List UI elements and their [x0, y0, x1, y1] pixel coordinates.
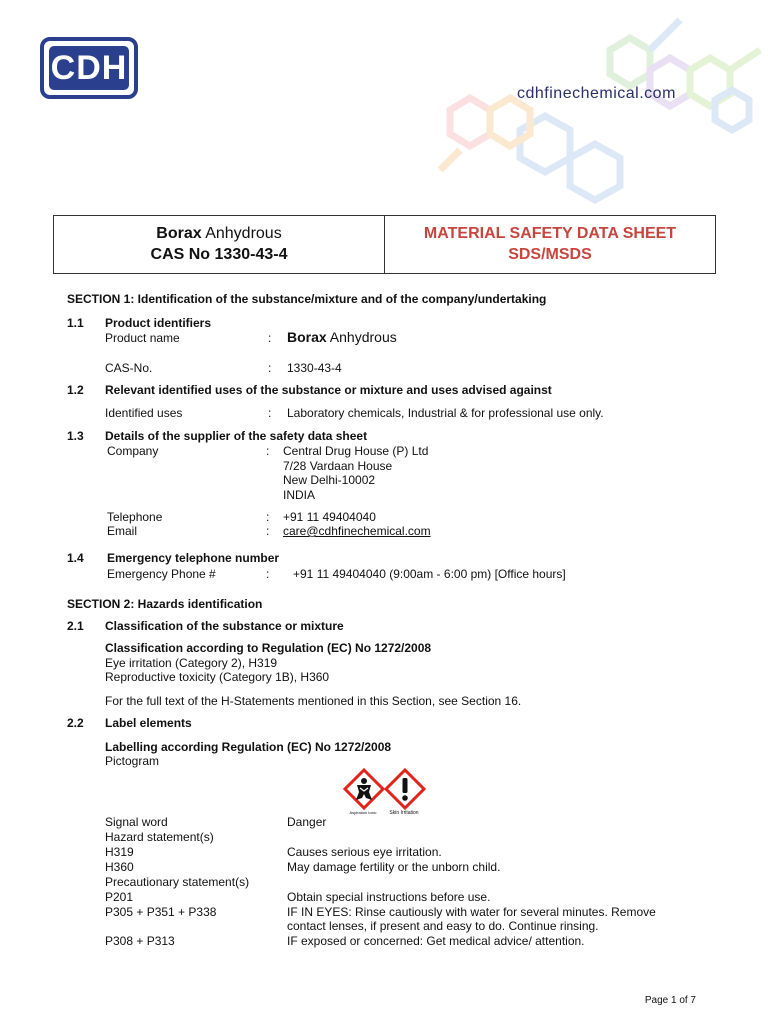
section-1-3-title: Details of the supplier of the safety data sheet — [105, 429, 368, 443]
company-line-4: INDIA — [283, 488, 316, 502]
h-statement-note: For the full text of the H-Statements mentioned in this Section, see Section 16. — [105, 694, 522, 708]
email-link[interactable]: care@cdhfinechemical.com — [283, 524, 431, 538]
p305-text-line-1: IF IN EYES: Rinse cautiously with water for several minutes. Remove — [287, 905, 656, 919]
p201-text: Obtain special instructions before use. — [287, 890, 491, 904]
section-2-1-title: Classification of the substance or mixture — [105, 619, 344, 633]
product-title-rest: Anhydrous — [201, 225, 282, 242]
telephone-value: +91 11 49404040 — [283, 510, 376, 524]
section-2-1-number: 2.1 — [67, 619, 84, 633]
company-line-2: 7/28 Vardaan House — [283, 459, 393, 473]
colon: : — [266, 524, 270, 538]
title-box — [53, 215, 716, 274]
section-1-2-title: Relevant identified uses of the substance or mixture and uses advised against — [105, 383, 552, 397]
signal-word-value: Danger — [287, 815, 327, 829]
cdh-logo — [40, 37, 138, 99]
p308-text: IF exposed or concerned: Get medical advice/ attention. — [287, 934, 585, 948]
product-name-value — [287, 329, 397, 345]
company-label: Company — [107, 444, 159, 458]
section-1-heading: SECTION 1: Identification of the substance/mixture and of the company/undertaking — [67, 292, 547, 306]
colon: : — [268, 331, 272, 345]
colon: : — [266, 444, 270, 458]
emergency-phone-label: Emergency Phone # — [107, 567, 216, 581]
colon: : — [268, 406, 272, 420]
email-label: Email — [107, 524, 138, 538]
section-1-4-number: 1.4 — [67, 551, 84, 565]
p201-code: P201 — [105, 890, 134, 904]
health-hazard-pictogram-icon — [343, 768, 385, 810]
identified-uses-label: Identified uses — [105, 406, 183, 420]
h360-text: May damage fertility or the unborn child. — [287, 860, 501, 874]
product-title — [54, 225, 384, 243]
pictogram-caption-1: Aspiration toxic — [349, 810, 377, 815]
pictogram-caption-2: Skin Irritation — [389, 810, 419, 816]
section-1-3-number: 1.3 — [67, 429, 84, 443]
pictogram-label: Pictogram — [105, 754, 160, 768]
classification-subtitle: Classification according to Regulation (EC) No 1272/2008 — [105, 641, 432, 655]
precautionary-statements-label: Precautionary statement(s) — [105, 875, 250, 889]
emergency-phone-value: +91 11 49404040 (9:00am - 6:00 pm) [Office hours] — [293, 567, 566, 581]
colon: : — [268, 361, 272, 375]
p305-text-line-2: contact lenses, if present and easy to do. Continue rinsing. — [287, 919, 599, 933]
section-2-2-title: Label elements — [105, 716, 192, 730]
hazard-statements-label: Hazard statement(s) — [105, 830, 214, 844]
product-name-rest: Anhydrous — [326, 329, 397, 345]
product-name-label: Product name — [105, 331, 180, 345]
colon: : — [266, 510, 270, 524]
h319-code: H319 — [105, 845, 134, 859]
classification-line-2: Reproductive toxicity (Category 1B), H360 — [105, 670, 330, 684]
company-line-1: Central Drug House (P) Ltd — [283, 444, 429, 458]
section-2-2-number: 2.2 — [67, 716, 84, 730]
section-1-2-number: 1.2 — [67, 383, 84, 397]
sheet-subtitle: SDS/MSDS — [508, 246, 592, 263]
labelling-subtitle: Labelling according Regulation (EC) No 1272/2008 — [105, 740, 392, 754]
section-1-4-title: Emergency telephone number — [107, 551, 280, 565]
exclamation-pictogram-icon — [384, 768, 426, 810]
section-1-1-title: Product identifiers — [105, 316, 212, 330]
section-1-1-number: 1.1 — [67, 316, 84, 330]
h319-text: Causes serious eye irritation. — [287, 845, 442, 859]
product-name-bold: Borax — [287, 329, 327, 345]
identified-uses-value: Laboratory chemicals, Industrial & for professional use only. — [287, 406, 604, 420]
page-number: Page 1 of 7 — [644, 995, 696, 1006]
classification-line-1: Eye irritation (Category 2), H319 — [105, 656, 278, 670]
cas-title: CAS No 1330-43-4 — [150, 246, 288, 263]
company-line-3: New Delhi-10002 — [283, 473, 376, 487]
sheet-title: MATERIAL SAFETY DATA SHEET — [423, 225, 677, 242]
website-url: cdhfinechemical.com — [517, 85, 676, 102]
p308-code: P308 + P313 — [105, 934, 175, 948]
p305-code: P305 + P351 + P338 — [105, 905, 217, 919]
cas-value: 1330-43-4 — [287, 361, 342, 375]
colon: : — [266, 567, 270, 581]
logo-text: CDH — [49, 46, 129, 90]
cas-label: CAS-No. — [105, 361, 153, 375]
h360-code: H360 — [105, 860, 134, 874]
molecule-background — [420, 10, 768, 210]
signal-word-label: Signal word — [105, 815, 168, 829]
section-2-heading: SECTION 2: Hazards identification — [67, 597, 263, 611]
telephone-label: Telephone — [107, 510, 163, 524]
product-title-bold: Borax — [156, 225, 202, 242]
